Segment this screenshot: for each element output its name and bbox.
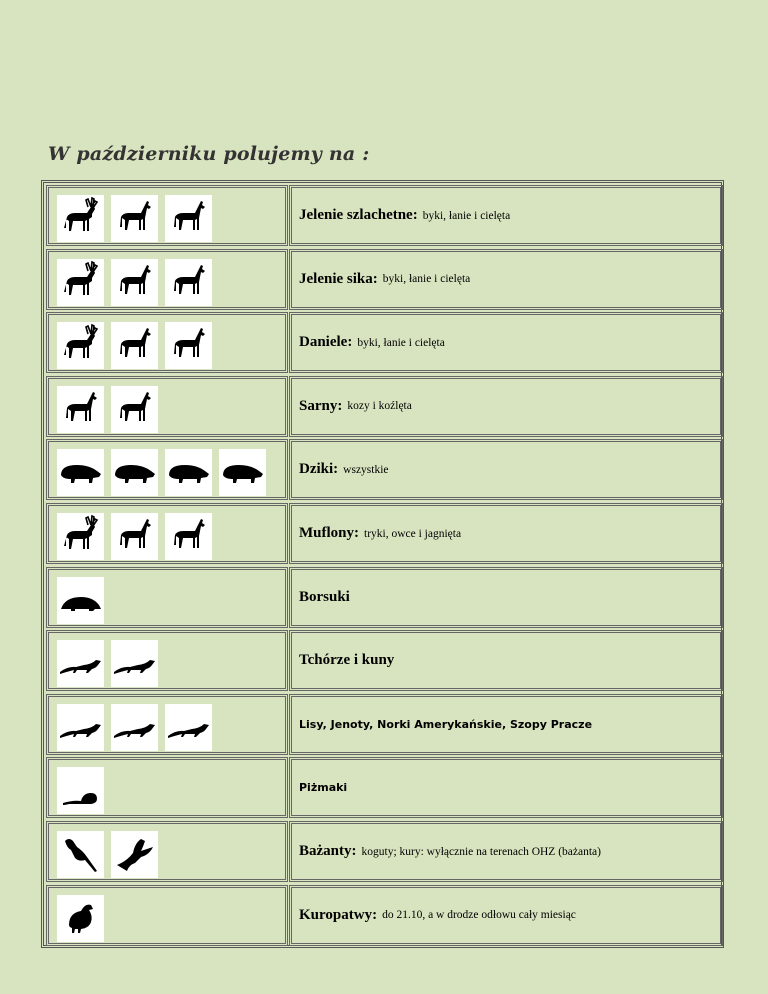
species-label: Tchórze i kuny bbox=[299, 652, 395, 669]
red-deer-stag-icon bbox=[57, 195, 104, 242]
text-cell bbox=[289, 821, 723, 882]
wild-boar-icon bbox=[57, 449, 104, 496]
fallow-fawn-icon bbox=[165, 322, 212, 369]
wild-boar-icon bbox=[165, 449, 212, 496]
table-row bbox=[46, 885, 721, 948]
species-label: Lisy, Jenoty, Norki Amerykańskie, Szopy Pracze bbox=[299, 717, 593, 731]
species-detail: byki, łanie i cielęta bbox=[357, 336, 445, 349]
text-cell bbox=[289, 249, 723, 310]
game-table bbox=[41, 180, 724, 948]
raccoon-dog-icon bbox=[111, 704, 158, 751]
icons-cell bbox=[46, 249, 288, 310]
fallow-doe-icon bbox=[111, 322, 158, 369]
species-label: Bażanty: bbox=[299, 843, 357, 859]
mouflon-ewe-icon bbox=[111, 513, 158, 560]
text-cell bbox=[289, 185, 723, 246]
icons-cell bbox=[46, 439, 288, 500]
species-detail: koguty; kury: wyłącznie na terenach OHZ (bażanta) bbox=[361, 845, 601, 858]
wild-boar-icon bbox=[219, 449, 266, 496]
icons-cell bbox=[46, 503, 288, 564]
badger-icon bbox=[57, 577, 104, 624]
pheasant-flying-icon bbox=[111, 831, 158, 878]
text-cell bbox=[289, 503, 723, 564]
table-row bbox=[46, 312, 721, 375]
icons-cell bbox=[46, 312, 288, 373]
table-row bbox=[46, 821, 721, 884]
table-row bbox=[46, 757, 721, 820]
icons-cell bbox=[46, 376, 288, 437]
text-cell bbox=[289, 567, 723, 628]
icons-cell bbox=[46, 630, 288, 691]
icons-cell bbox=[46, 185, 288, 246]
species-label: Kuropatwy: bbox=[299, 906, 378, 923]
table-row bbox=[46, 185, 721, 248]
text-cell bbox=[289, 694, 723, 755]
icons-cell bbox=[46, 757, 288, 818]
fallow-buck-icon bbox=[57, 322, 104, 369]
table-row bbox=[46, 694, 721, 757]
species-label: Sarny: bbox=[299, 397, 343, 414]
roe-doe-icon bbox=[57, 386, 104, 433]
table-row bbox=[46, 439, 721, 502]
red-deer-hind-icon bbox=[111, 195, 158, 242]
red-deer-calf-icon bbox=[165, 195, 212, 242]
text-cell bbox=[289, 757, 723, 818]
mouflon-ram-icon bbox=[57, 513, 104, 560]
sika-hind-icon bbox=[111, 259, 158, 306]
species-detail: do 21.10, a w drodze odłowu cały miesiąc bbox=[382, 909, 576, 922]
table-row bbox=[46, 376, 721, 439]
text-cell bbox=[289, 312, 723, 373]
species-label: Piżmaki bbox=[299, 781, 348, 795]
species-detail: tryki, owce i jagnięta bbox=[364, 527, 462, 540]
species-detail: wszystkie bbox=[343, 463, 389, 476]
page-heading: W październiku polujemy na : bbox=[48, 143, 370, 165]
table-row bbox=[46, 249, 721, 312]
mouflon-lamb-icon bbox=[165, 513, 212, 560]
species-label: Dziki: bbox=[299, 461, 339, 478]
marten-icon bbox=[111, 640, 158, 687]
species-label: Jelenie szlachetne: bbox=[299, 207, 418, 223]
pheasant-cock-icon bbox=[57, 831, 104, 878]
icons-cell bbox=[46, 567, 288, 628]
text-cell bbox=[289, 885, 723, 946]
icons-cell bbox=[46, 821, 288, 882]
sika-stag-icon bbox=[57, 259, 104, 306]
text-cell bbox=[289, 630, 723, 691]
species-detail: byki, łanie i cielęta bbox=[422, 209, 511, 222]
text-cell bbox=[289, 439, 723, 500]
mink-icon bbox=[165, 704, 212, 751]
partridge-icon bbox=[57, 895, 104, 942]
roe-kid-icon bbox=[111, 386, 158, 433]
species-label: Borsuki bbox=[299, 588, 350, 605]
icons-cell bbox=[46, 694, 288, 755]
sika-calf-icon bbox=[165, 259, 212, 306]
table-row bbox=[46, 630, 721, 693]
muskrat-icon bbox=[57, 767, 104, 814]
species-label: Muflony: bbox=[299, 525, 359, 541]
species-detail: kozy i koźlęta bbox=[347, 400, 412, 413]
fox-icon bbox=[57, 704, 104, 751]
species-label: Daniele: bbox=[299, 334, 353, 351]
table-row bbox=[46, 503, 721, 566]
species-label: Jelenie sika: bbox=[299, 270, 378, 287]
polecat-icon bbox=[57, 640, 104, 687]
icons-cell bbox=[46, 885, 288, 946]
species-detail: byki, łanie i cielęta bbox=[382, 273, 471, 286]
table-row bbox=[46, 567, 721, 630]
wild-boar-icon bbox=[111, 449, 158, 496]
text-cell bbox=[289, 376, 723, 437]
